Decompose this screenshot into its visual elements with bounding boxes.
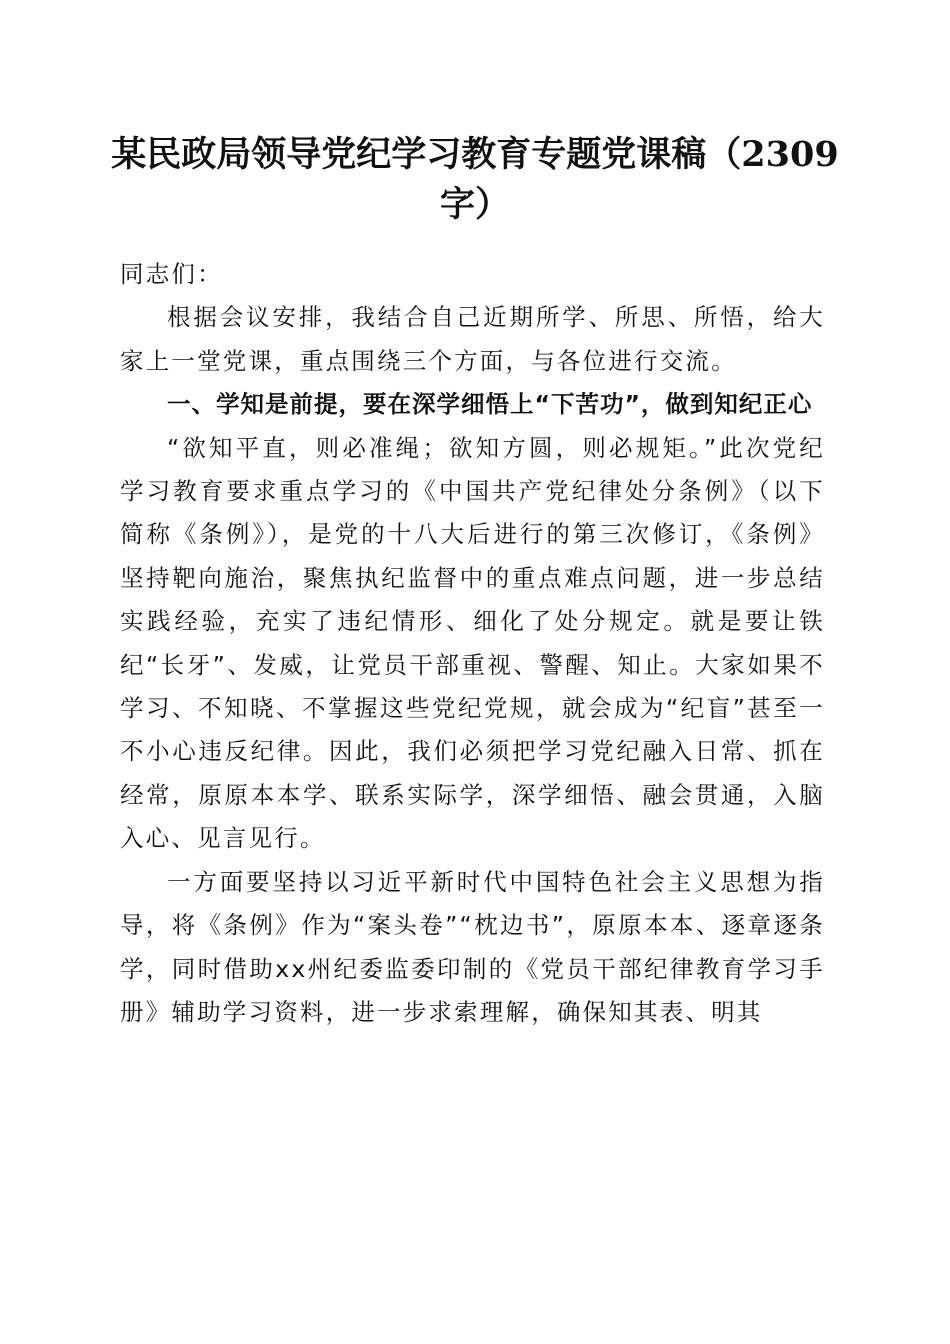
intro-paragraph: 根据会议安排，我结合自己近期所学、所思、所悟，给大家上一堂党课，重点围绕三个方面，与各位进行交流。: [120, 303, 825, 375]
body-paragraph-2: 一方面要坚持以习近平新时代中国特色社会主义思想为指导，将《条例》作为“案头卷”“枕边书”，原原本本、逐章逐条学，同时借助xx州纪委监委印制的《党员干部纪律教育学习手册》辅助学习资料，进一步求索理解，确保知其表、明其: [120, 867, 825, 1026]
document-title: 某民政局领导党纪学习教育专题党课稿（2309字）: [111, 134, 839, 225]
body-paragraph-1: “欲知平直，则必准绳；欲知方圆，则必规矩。”此次党纪学习教育要求重点学习的《中国共产党纪律处分条例》（以下简称《条例》），是党的十八大后进行的第三次修订，《条例》坚持靶向施治，聚焦执纪监督中的重点难点问题，进一步总结实践经验，充实了违纪情形、细化了处分规定。就是要让铁纪“长牙”、发威，让党员干部重视、警醒、知止。大家如果不学习、不知晓、不掌握这些党纪党规，就会成为“纪盲”甚至一不小心违反纪律。因此，我们必须把学习党纪融入日常、抓在经常，原原本本学、联系实际学，深学细悟、融会贯通，入脑入心、见言见行。: [120, 433, 825, 853]
document-body: [120, 253, 825, 1034]
section-heading-1: 一、学知是前提，要在深学细悟上“下苦功”，做到知纪正心: [167, 390, 813, 419]
greeting: 同志们：: [120, 260, 223, 288]
